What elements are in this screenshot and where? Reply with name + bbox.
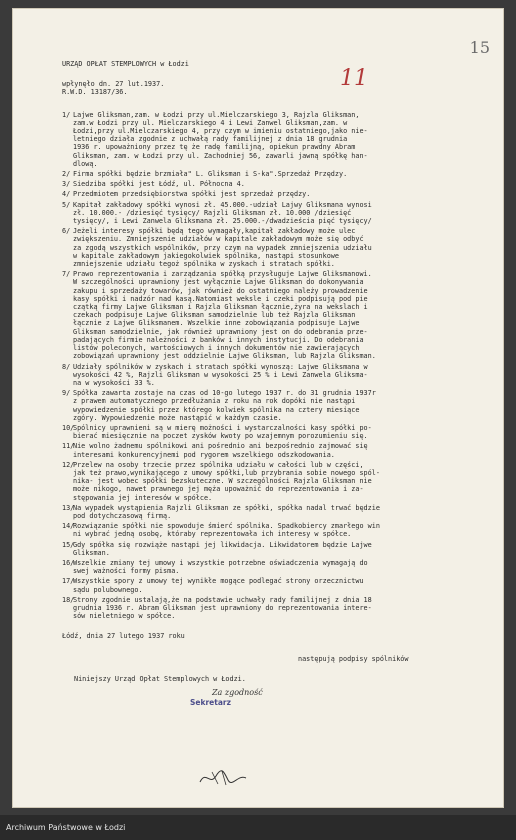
clause-number: 10/ xyxy=(62,423,75,432)
document-page xyxy=(12,8,504,808)
pen-mark: 11 xyxy=(340,66,368,91)
received-date: wpłynęło dn. 27 lut.1937. xyxy=(62,80,165,89)
clause-number: 7/ xyxy=(62,270,71,279)
clause-text: Rozwiązanie spółki nie spowoduje śmierć spólnika. Spadkobiercy zmarłego win ni wybrać jedną osobę, któraby reprezentowała ich interesy w spółce. xyxy=(73,522,380,539)
clause-item xyxy=(62,111,494,168)
clause-text: Kapitał zakładowy spółki wynosi zł. 45.000.-udział Lajwy Gliksmana wynosi zł. 10.000.- /dziesięć tysięcy/ Rajzli Gliksman zł. 10.000 /dziesięć tysięcy/, i Lewi Zanwela Gliksmana zł. 25.000.-/dwadzieścia pięć tysięcy/ xyxy=(73,200,372,226)
handwritten-certification: Za zgodność xyxy=(212,688,263,697)
clause-text: Wszelkie zmiany tej umowy i wszystkie potrzebne oświadczenia wymagają do swej ważności formy pisma. xyxy=(73,558,368,576)
clause-number: 14/ xyxy=(62,522,75,531)
clause-item xyxy=(62,596,494,621)
clause-number: 11/ xyxy=(62,442,75,451)
clause-number: 13/ xyxy=(62,503,75,512)
clause-text: Spólnicy uprawnieni są w mierę możności i wystarczalności kasy spółki po- bierać miesięcznie na poczet zysków kwoty po wzajemnym porozumieniu się. xyxy=(73,423,372,441)
clause-item xyxy=(62,201,494,226)
office-title: URZĄD OPŁAT STEMPLOWYCH w Łodzi xyxy=(62,60,189,68)
clause-number: 18/ xyxy=(62,595,75,604)
clause-text: Spółka zawarta zostaje na czas od 10-go lutego 1937 r. do 31 grudnia 1937r z prawem automatycznego przedłużania z roku na rok dopóki nie nastąpi wypowiedzenie spółki przez którego kolwiek spólnika na cztery miesiące zgóry. Wypowiedzenie może nastąpić w każdym czasie. xyxy=(73,389,376,422)
contract-clauses xyxy=(62,111,494,621)
clause-item xyxy=(62,577,494,593)
clause-item xyxy=(62,504,494,520)
clause-number: 1/ xyxy=(62,110,71,119)
clause-item xyxy=(62,270,494,360)
clause-text: Strony zgodnie ustalają,że na podstawie uchwały rady familijnej z dnia 18 grudnia 1936 r. Abram Gliksman jest uprawniony do reprezentowania intere- sów nieletniego w spółce. xyxy=(73,595,372,621)
clause-number: 5/ xyxy=(62,200,71,209)
clause-number: 9/ xyxy=(62,389,71,398)
office-note: Niniejszy Urząd Opłat Stemplowych w Łodzi. xyxy=(74,674,246,683)
clause-item xyxy=(62,389,494,422)
page-number: 15 xyxy=(469,38,490,57)
clause-number: 16/ xyxy=(62,558,75,567)
clause-item xyxy=(62,541,494,557)
reference-number: R.W.D. 13187/36. xyxy=(62,88,128,97)
clause-item xyxy=(62,461,494,502)
document-header xyxy=(62,60,494,97)
clause-item xyxy=(62,190,494,198)
clause-item xyxy=(62,522,494,538)
clause-number: 4/ xyxy=(62,190,71,199)
clause-text: Lajwe Gliksman,zam. w Łodzi przy ul.Mielczarskiego 3, Rajzla Gliksman, zam.w Łodzi przy ul. Mielczarskiego 4 i Lewi Zanwel Gliksman,zam. w Łodzi,przy ul.Mielczarskiego 4, przy czym w imieniu ostatniego,jako nie- letniego działa zgodnie z uchwałą rady familijnej z dnia 18 grudnia 1936 r. upoważniony przez tę że radę familijną, opiekun prawdny Abram Gliksman, zam. w Łodzi przy ul. Zachodniej 56, zawarli jawną spółkę han- dlową. xyxy=(73,110,368,168)
handwritten-signature xyxy=(198,768,248,788)
clause-item xyxy=(62,363,494,388)
document-body xyxy=(62,60,494,707)
clause-text: Przedmiotem przedsiębiorstwa spółki jest sprzedaż przędzy. xyxy=(73,190,311,199)
clause-number: 8/ xyxy=(62,362,71,371)
clause-item xyxy=(62,424,494,440)
clause-item xyxy=(62,170,494,178)
clause-text: Firma spółki będzie brzmiała" L. Gliksman i S-ka".Sprzedaż Przędzy. xyxy=(73,170,348,179)
clause-number: 3/ xyxy=(62,180,71,189)
clause-text: Gdy spółka się rozwiąże nastąpi jej likwidacja. Likwidatorem będzie Lajwe Gliksman. xyxy=(73,540,372,557)
clause-text: Udziały spólników w zyskach i stratach spółki wynoszą: Lajwe Gliksmana w wysokości 42 %, Rajzli Gliksman w wysokości 25 % i Lewi Zanwela Gliksma- na w wysokości 33 %. xyxy=(73,362,368,387)
clause-number: 15/ xyxy=(62,540,75,549)
date-line: Łódź, dnia 27 lutego 1937 roku xyxy=(62,632,185,641)
clause-text: Wszystkie spory z umowy tej wynikłe mogące podlegać strony orzecznictwu sądu polubownego. xyxy=(73,577,364,594)
clause-text: Na wypadek wystąpienia Rajzli Gliksman ze spółki, spółka nadal trwać będzie pod dotychczasową firmą. xyxy=(73,503,380,520)
secretary-stamp: Sekretarz xyxy=(190,698,231,708)
clause-text: Prawo reprezentowania i zarządzania spółką przysługuje Lajwe Gliksmanowi. W szczególności uprawniony jest wyłącznie Lajwe Gliksman do dokonywania zakupu i sprzedaży towarów, jak również do ostatniego należy prowadzenie kasy spółki i nadzór nad kasą.Natomiast weksle i czeki podpisują pod pie czątką firmy Lajwe Gliksman i Rajzla Gliksman łącznie,żyra na wekslach i czekach podpisuje Lajwe Gliksman samodzielnie lub też Rajzla Gliksman łącznie z Lajwe Gliksmanem. Wszelkie inne zobowiązania podpisuje Lajwe Gliksman samodzielnie, jak również uprawniony jest on do odebrania prze- padających firmie należności z banków i innych instytucji. Do odebrania listów poleconych, wartościowych i innych dokumentów nie zawierających zobowiązań uprawniony jest oddzielnie Lajwe Gliksman, lub Rajzla Gliksman. xyxy=(73,270,376,361)
clause-item xyxy=(62,227,494,268)
clause-item xyxy=(62,442,494,458)
signatures-note: następują podpisy spólników xyxy=(298,654,409,663)
clause-text: Nie wolno żadnemu spólnikowi ani pośrednio ani bezpośrednio zajmować się interesami konkurencyjnemi pod rygorem wszelkiego odszkodowania. xyxy=(73,442,368,459)
clause-text: Przelew na osoby trzecie przez spólnika udziału w całości lub w części, jak też prawo,wynikającego z umowy spółki,lub przybrania sobie nowego spól- nika- jest wobec spółki bezskuteczne. W szczególności Rajzla Gliksman nie może nikogo, nawet prawnego jej męża upoważnić do reprezentowania i za- stępowania jej interesów w spółce. xyxy=(73,460,380,502)
clause-number: 17/ xyxy=(62,577,75,586)
clause-text: Siedziba spółki jest Łódź, ul. Północna 4. xyxy=(73,180,245,189)
archive-footer: Archiwum Państwowe w Łodzi xyxy=(0,815,516,840)
clause-number: 6/ xyxy=(62,227,71,236)
clause-item xyxy=(62,180,494,188)
clause-text: Jeżeli interesy spółki będą tego wymagały,kapitał zakładowy może ulec zwiększeniu. Zmniejszenie udziałów w kapitale zakładowym może się odbyć za zgodą wszystkich wspólników, przy czym na wypadek zmniejszenia udziału w kapitale zakładowym jakiegokolwiek spólnika, nastąpi stosunkowe zmniejszenie udziału tegoż spólnika w zyskach i stratach spółki. xyxy=(73,227,372,269)
clause-item xyxy=(62,559,494,575)
clause-number: 12/ xyxy=(62,460,75,469)
clause-number: 2/ xyxy=(62,170,71,179)
